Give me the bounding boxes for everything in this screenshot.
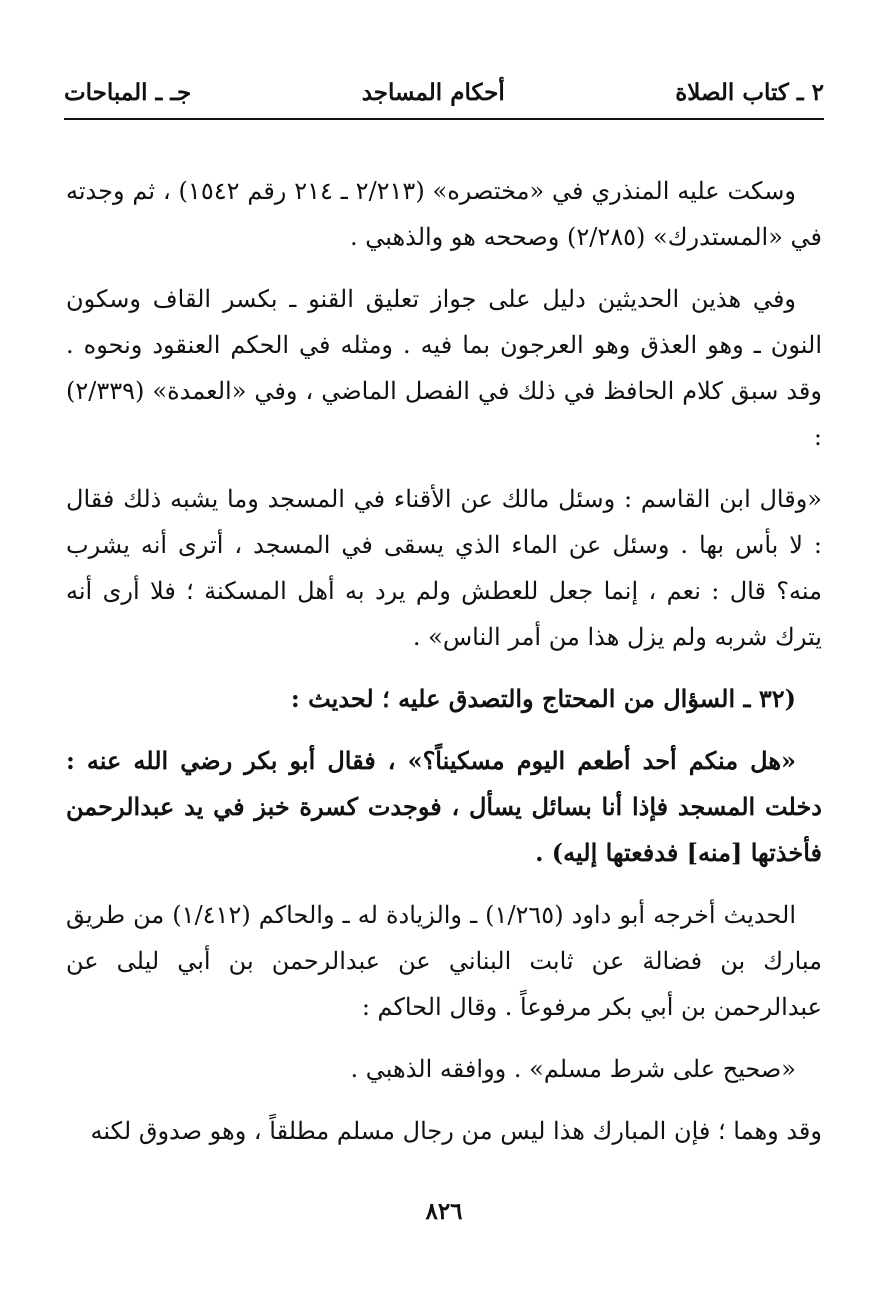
header-section: أحكام المساجد [361,78,505,106]
page-body [66,168,822,1170]
page-number: ٨٢٦ [425,1198,463,1225]
quote-paragraph: «وقال ابن القاسم : وسئل مالك عن الأقناء في المسجد وما يشبه ذلك فقال : لا بأس بها . وسئل عن الماء الذي يسقى في المسجد ، أترى أنه يشرب منه؟ قال : نعم ، إنما جعل للعطش ولم يرد به أهل المسكنة ؛ فلا أرى أنه يترك شربه ولم يزل هذا من أمر الناس» . [66,485,822,651]
paragraph: الحديث أخرجه أبو داود (١/٢٦٥) ـ والزيادة له ـ والحاكم (١/٤١٢) من طريق مبارك بن فضالة عن ثابت البناني عن عبدالرحمن بن أبي ليلى عن عبدالرحمن بن أبي بكر مرفوعاً . وقال الحاكم : [66,901,822,1021]
paragraph: وسكت عليه المنذري في «مختصره» (٢/٢١٣ ـ ٢١٤ رقم ١٥٤٢) ، ثم وجدته في «المستدرك» (٢/٢٨٥) وصححه هو والذهبي . [66,177,822,251]
hadith-text: «هل منكم أحد أطعم اليوم مسكيناً؟» ، فقال أبو بكر رضي الله عنه : دخلت المسجد فإذا أنا بسائل يسأل ، فوجدت كسرة خبز في يد عبدالرحمن فأخذتها [منه] فدفعتها إليه) . [66,746,822,867]
paragraph: «صحيح على شرط مسلم» . ووافقه الذهبي . [350,1055,796,1083]
paragraph: وقد وهما ؛ فإن المبارك هذا ليس من رجال مسلم مطلقاً ، وهو صدوق لكنه [90,1117,822,1145]
paragraph: وفي هذين الحديثين دليل على جواز تعليق القنو ـ بكسر القاف وسكون النون ـ وهو العذق وهو العرجون بما فيه . ومثله في الحكم العنقود ونحوه . وقد سبق كلام الحافظ في ذلك في الفصل الماضي ، وفي «العمدة» (٢/٣٣٩) : [66,285,822,451]
running-header [64,72,824,112]
header-chapter: ٢ ـ كتاب الصلاة [675,78,824,106]
header-rule [64,118,824,120]
section-heading: (٣٢ ـ السؤال من المحتاج والتصدق عليه ؛ لحديث : [290,684,796,713]
header-subsection: جـ ـ المباحات [64,78,192,106]
